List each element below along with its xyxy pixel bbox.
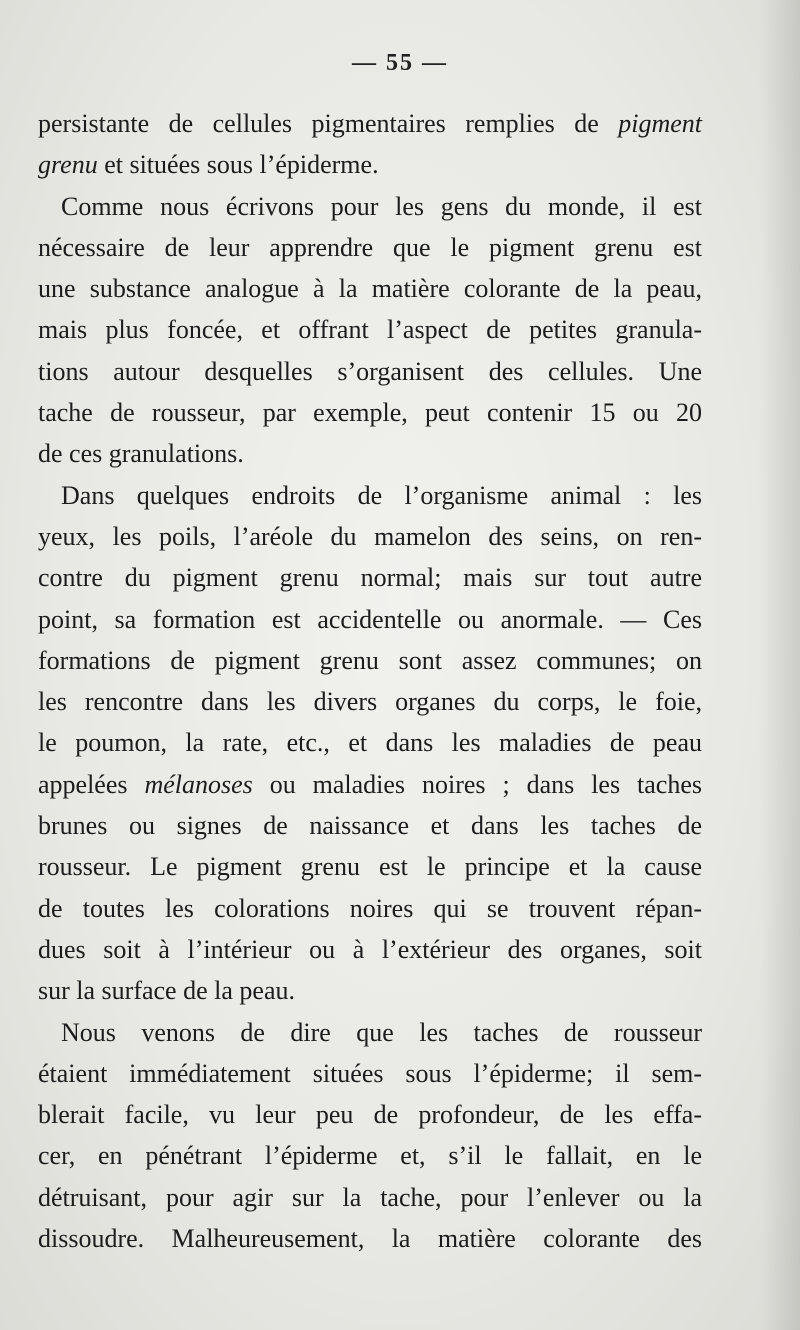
text-line (38, 1053, 702, 1094)
text-line (38, 1094, 702, 1135)
text-segment: ou maladies noires ; dans les taches (252, 769, 702, 799)
text-line (38, 764, 702, 805)
text-line (38, 227, 702, 268)
text-line (38, 186, 702, 227)
text-line (38, 1218, 702, 1259)
text-line (38, 144, 702, 185)
text-segment: les rencontre dans les divers organes du corps, le foie, (38, 687, 702, 717)
text-line (38, 888, 702, 929)
text-segment: de ces granulations. (38, 439, 244, 469)
text-segment: et situées sous l’épiderme. (97, 150, 379, 180)
text-line (38, 268, 702, 309)
text-segment: mais plus foncée, et offrant l’aspect de petites granula- (38, 315, 702, 345)
text-segment: nécessaire de leur apprendre que le pigment grenu est (38, 232, 702, 262)
italic-term: mélanoses (144, 769, 253, 799)
text-segment: une substance analogue à la matière colorante de la peau, (38, 274, 702, 304)
text-segment: appelées (38, 769, 145, 799)
text-line (38, 516, 702, 557)
text-segment: dissoudre. Malheureusement, la matière colorante des (38, 1224, 702, 1254)
text-segment: dues soit à l’intérieur ou à l’extérieur des organes, soit (38, 934, 702, 964)
italic-term: grenu (38, 150, 98, 180)
text-line (38, 392, 702, 433)
text-segment: blerait facile, vu leur peu de profondeur, de les effa- (38, 1100, 702, 1130)
text-segment: rousseur. Le pigment grenu est le principe et la cause (38, 852, 702, 882)
text-segment: sur la surface de la peau. (38, 976, 295, 1006)
text-line (38, 1135, 702, 1176)
text-line (38, 929, 702, 970)
text-line (38, 1177, 702, 1218)
text-line (38, 722, 702, 763)
text-segment: Comme nous écrivons pour les gens du monde, il est (61, 191, 702, 221)
text-line (38, 1012, 702, 1053)
text-segment: détruisant, pour agir sur la tache, pour l’enlever ou la (38, 1182, 702, 1212)
text-line (38, 970, 702, 1011)
text-segment: le poumon, la rate, etc., et dans les maladies de peau (38, 728, 702, 758)
text-segment: formations de pigment grenu sont assez communes; on (38, 645, 702, 675)
text-line (38, 681, 702, 722)
text-line (38, 103, 702, 144)
text-line (38, 599, 702, 640)
text-segment: de toutes les colorations noires qui se trouvent répan- (38, 893, 702, 923)
page-number: — 55 — (352, 50, 448, 76)
text-segment: yeux, les poils, l’aréole du mamelon des seins, on ren- (38, 521, 702, 551)
text-segment: point, sa formation est accidentelle ou anormale. — Ces (38, 604, 702, 634)
text-line (38, 640, 702, 681)
text-line (38, 475, 702, 516)
text-segment: tions autour desquelles s’organisent des cellules. Une (38, 356, 702, 386)
text-segment: tache de rousseur, par exemple, peut contenir 15 ou 20 (38, 398, 702, 428)
text-line (38, 805, 702, 846)
text-line (38, 433, 702, 474)
text-segment: persistante de cellules pigmentaires remplies de (38, 109, 619, 138)
text-segment: cer, en pénétrant l’épiderme et, s’il le fallait, en le (38, 1141, 702, 1171)
body-text (38, 103, 702, 1259)
page-edge-shadow (760, 0, 800, 1330)
text-segment: brunes ou signes de naissance et dans les taches de (38, 811, 702, 841)
text-line (38, 351, 702, 392)
text-line (38, 846, 702, 887)
text-segment: Nous venons de dire que les taches de rousseur (61, 1017, 702, 1047)
text-segment: Dans quelques endroits de l’organisme animal : les (61, 480, 702, 510)
text-line (38, 557, 702, 598)
text-segment: contre du pigment grenu normal; mais sur tout autre (38, 563, 702, 593)
text-segment: étaient immédiatement situées sous l’épiderme; il sem- (38, 1058, 702, 1088)
text-line (38, 309, 702, 350)
italic-term: pigment (618, 109, 702, 138)
